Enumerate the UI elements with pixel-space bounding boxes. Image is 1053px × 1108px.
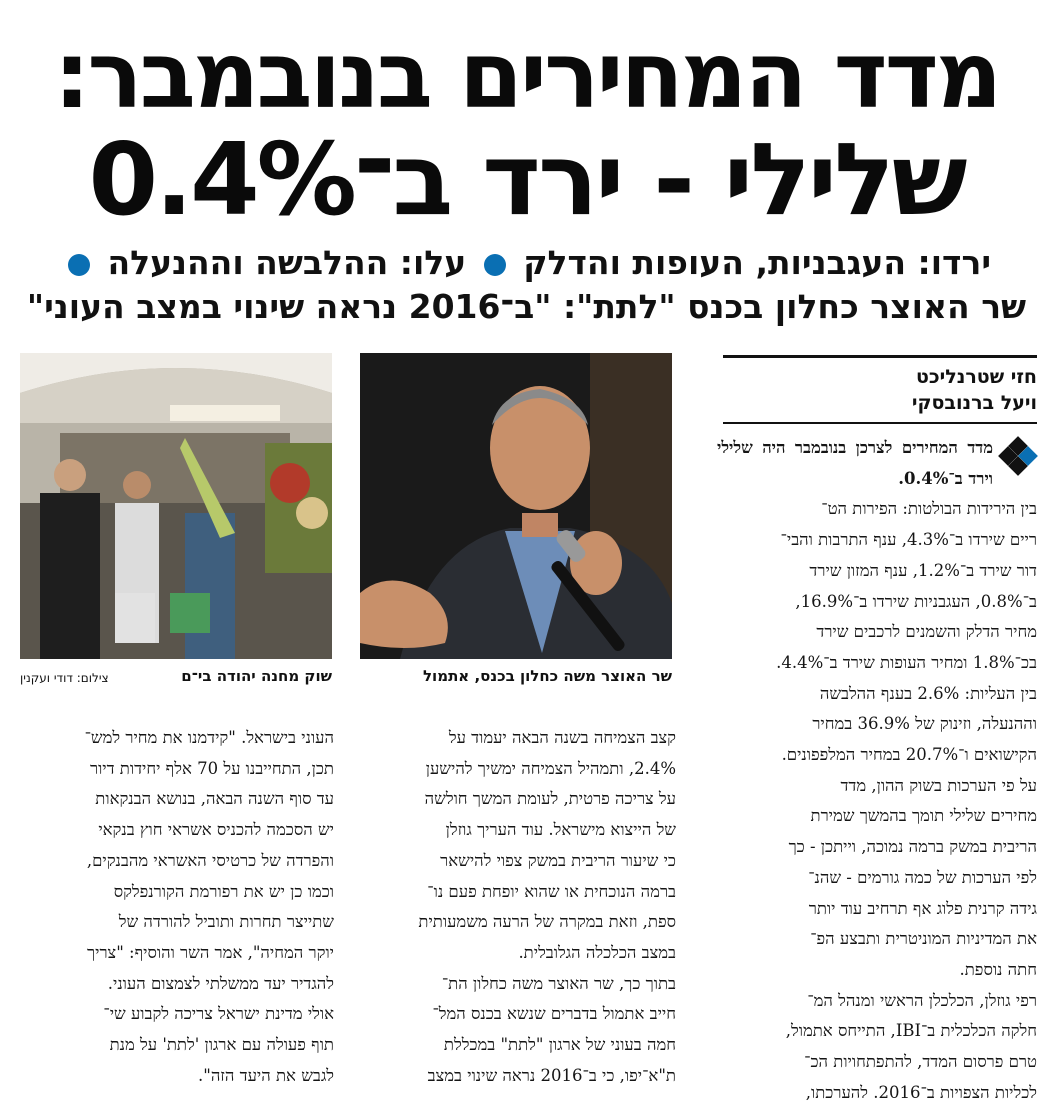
photo-caption bbox=[20, 666, 332, 688]
article-body-text: העוני בישראל. "קידמנו את מחיר למש־ תכן, התחייבנו על 70 אלף יחידות דיור עד סוף השנה הבאה, בנושא הבנקאות יש הסכמה להכניס אשראי חוץ בנקאי והפרדה של כרטיסי האשראי מהבנקים, וכמו כן יש את רפורמת הקורנפלקס שתייצר תחרות ותוביל להורדה של יוקר המחיה", אמר השר והוסיף: "צריך להגדיר יעד ממשלתי לצמצום העוני. אולי מדינת ישראל צריכה לקבוע שי־ תוף פעולה עם ארגון 'לתת' על מנת לגבש את היעד הזה". bbox=[84, 728, 334, 1085]
bullet-dot-icon bbox=[68, 254, 90, 276]
photo-credit: צילום: דודי ועקנין bbox=[20, 671, 109, 685]
minister-illustration bbox=[360, 353, 672, 659]
finance-minister-photo bbox=[360, 353, 672, 659]
subheadline-line-2: שר האוצר כחלון בכנס "לתת": "ב־2016 נראה שינוי במצב העוני" bbox=[26, 287, 1027, 326]
article-column-middle bbox=[360, 723, 676, 1091]
article-lead: מדד המחירים לצרכן בנובמבר היה שלילי וירד ב־0.4%. bbox=[717, 438, 993, 488]
diamond-bullet-icon bbox=[1001, 439, 1035, 473]
headline-line-2: שלילי - ירד ב־0.4% bbox=[88, 121, 965, 238]
caption-text: שוק מחנה יהודה בי־ם bbox=[181, 667, 332, 685]
article-column-left bbox=[20, 723, 334, 1091]
article-column-right bbox=[717, 433, 1037, 1108]
subheadline-up: עלו: ההלבשה וההנעלה bbox=[107, 243, 467, 282]
market-illustration bbox=[20, 353, 332, 659]
market-photo bbox=[20, 353, 332, 659]
subheadline-down: ירדו: העגבניות, העופות והדלק bbox=[523, 243, 992, 282]
subheadline-line-1 bbox=[0, 242, 1053, 284]
article-body-text: קצב הצמיחה בשנה הבאה יעמוד על 2.4%, ותמהיל הצמיחה ימשיך להישען על צריכה פרטית, לעומת המשך חולשה של הייצוא מישראל. עוד העריך גוזלן כי שיעור הריבית במשק צפוי להישאר ברמה הנוכחית או שהוא יופחת פעם נו־ ספת, וזאת במקרה של הרעה משמעותית במצב הכלכלה הגלובלית. בתוך כך, שר האוצר משה כחלון הת־ חייב אתמול בדברים שנשא בכנס המל־ חמה בעוני של ארגון "לתת" במכללת ת"א־יפו, כי ב־2016 נראה שינוי במצב bbox=[418, 728, 676, 1085]
author-name: חזי שטרנליכט bbox=[916, 366, 1037, 388]
photo-caption: שר האוצר משה כחלון בכנס, אתמול bbox=[422, 667, 672, 685]
author-name: ויעל ברנובסקי bbox=[911, 392, 1037, 414]
byline bbox=[723, 355, 1037, 424]
headline-line-1: מדד המחירים בנובמבר: bbox=[53, 22, 1000, 129]
article-body-text: בין הירידות הבולטות: הפירות הט־ ריים שירדו ב־4.3%, ענף התרבות והבי־ דור שירד ב־1.2%, ענף המזון שירד ב־0.8%, העגבניות שירדו ב־16.9%, מחיר הדלק והשמנים לרכבים שירד בכ־1.8% ומחיר העופות שירד ב־4.4%. בין העליות: 2.6% בענף ההלבשה וההנעלה, וזינוק של 36.9% במחיר הקישואים ו־20.7% במחיר המלפפונים. על פי הערכות בשוק ההון, מדד מחירים שלילי תומך בהמשך שמירת הריבית במשק ברמה נמוכה, וייתכן - כך לפי הערכות של כמה גורמים - שהנ־ גידה קרנית פלוג אף תרחיב עוד יותר את המדיניות המוניטרית ותבצע הפ־ חתה נוספת. רפי גוזלן, הכלכלן הראשי ומנהל המ־ חלקה הכלכלית ב־IBI, התייחס אתמול, טרם פרסום המדד, להתפתחויות הכ־ לכליות הצפויות ב־2016. להערכתו, bbox=[776, 499, 1037, 1102]
bullet-dot-icon bbox=[484, 254, 506, 276]
